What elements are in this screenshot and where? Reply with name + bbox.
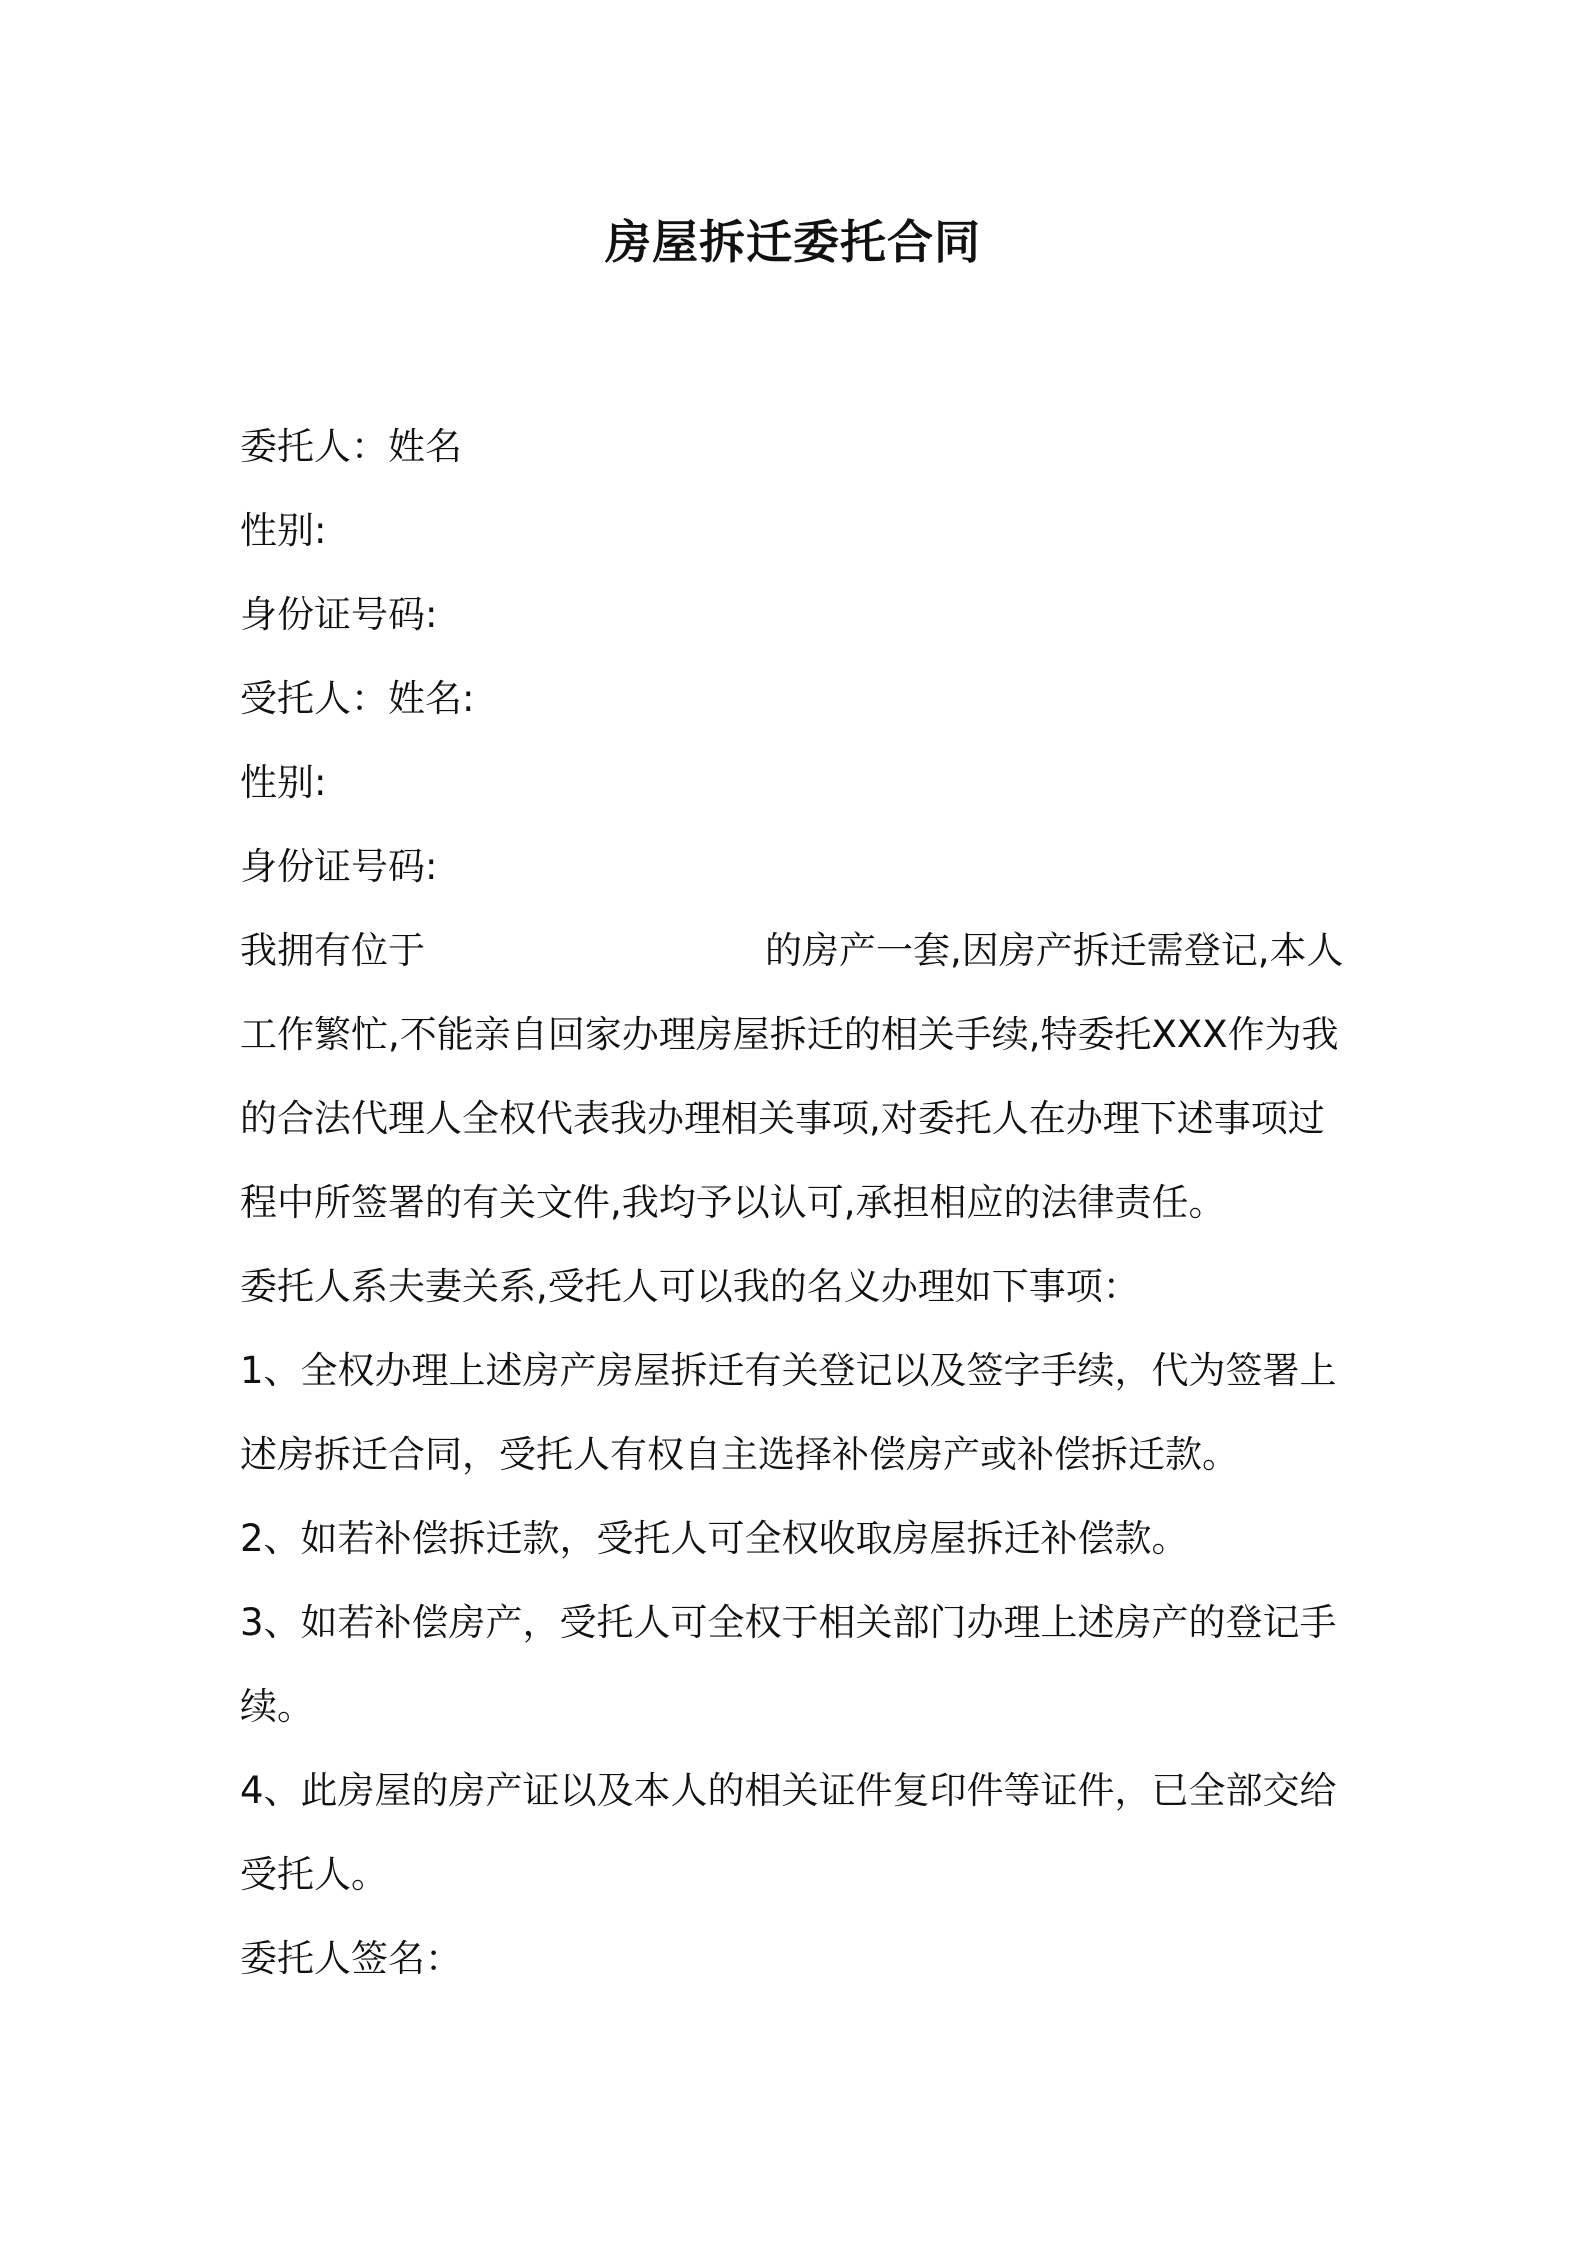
principal-gender-label: 性别: [240,509,327,552]
agent-id-label: 身份证号码: [240,845,438,888]
document-title: 房屋拆迁委托合同 [605,215,981,269]
property-location-suffix: 的房产一套,因房产拆迁需登记,本人 [765,929,1344,972]
paragraph-1-line-4: 程中所签署的有关文件,我均予以认可,承担相应的法律责任。 [240,1181,1226,1224]
signature-label: 委托人签名： [240,1937,462,1980]
item-2-line-1: 2、如若补偿拆迁款，受托人可全权收取房屋拆迁补偿款。 [240,1517,1189,1560]
paragraph-1-line-3: 的合法代理人全权代表我办理相关事项,对委托人在办理下述事项过 [240,1097,1325,1140]
principal-id-label: 身份证号码: [240,593,438,636]
agent-name-label: 受托人：姓名: [240,677,475,720]
item-1-line-2: 述房拆迁合同，受托人有权自主选择补偿房产或补偿拆迁款。 [240,1433,1239,1476]
document-body [240,405,1360,2001]
paragraph-1-line-2: 工作繁忙,不能亲自回家办理房屋拆迁的相关手续,特委托XXX作为我 [240,1013,1339,1056]
paragraph-1-line-1 [240,909,1360,993]
principal-name-label: 委托人：姓名 [240,425,462,468]
item-4-line-2: 受托人。 [240,1853,388,1896]
agent-gender-label: 性别: [240,761,327,804]
item-3-line-2: 续。 [240,1685,314,1728]
item-3-line-1: 3、如若补偿房产，受托人可全权于相关部门办理上述房产的登记手 [240,1601,1337,1644]
item-4-line-1: 4、此房屋的房产证以及本人的相关证件复印件等证件，已全部交给 [240,1769,1337,1812]
item-1-line-1: 1、全权办理上述房产房屋拆迁有关登记以及签字手续，代为签署上 [240,1349,1337,1392]
relation-statement: 委托人系夫妻关系,受托人可以我的名义办理如下事项： [240,1265,1140,1308]
property-location-prefix: 我拥有位于 [240,929,425,972]
